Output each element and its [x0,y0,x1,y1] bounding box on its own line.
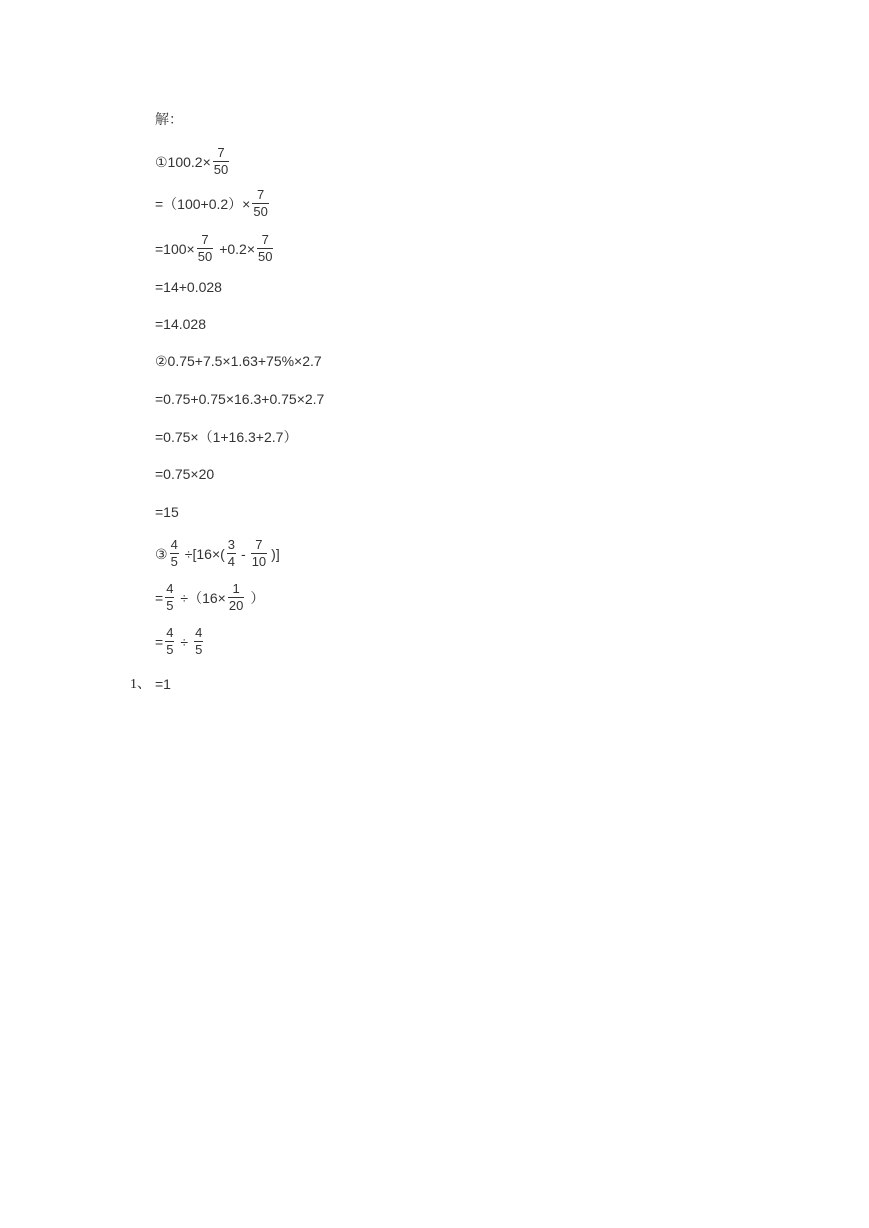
fraction [165,582,174,613]
expr-text: ①100.2× [155,153,211,170]
problem-1-expression [155,146,231,177]
numerator: 7 [261,232,269,247]
problem-1-result: =14.028 [155,316,206,332]
problem-2-result: =15 [155,504,179,520]
denominator: 50 [258,249,273,264]
expr-text: ÷ [180,633,189,650]
numerator: 1 [232,581,240,596]
denominator: 50 [253,204,268,219]
problem-2-step-2: =0.75×（1+16.3+2.7） [155,429,298,445]
problem-2-step-1: =0.75+0.75×16.3+0.75×2.7 [155,391,325,407]
problem-2-step-3: =0.75×20 [155,466,215,482]
numerator: 7 [256,187,265,202]
denominator: 20 [228,598,244,613]
denominator: 5 [195,642,203,657]
denominator: 5 [170,554,178,569]
problem-3-expression [155,538,280,569]
numerator: 7 [217,145,225,160]
fraction [197,233,213,264]
denominator: 4 [227,554,236,569]
fraction [251,538,267,569]
expr-text: ÷[16×( [184,545,225,562]
numerator: 7 [255,537,263,552]
problem-3-step-2 [155,626,205,657]
numerator: 3 [227,537,236,552]
fraction [213,146,229,177]
expr-text: = [155,633,164,650]
problem-1-step-3: =14+0.028 [155,279,222,295]
denominator: 5 [166,598,174,613]
denominator: 50 [197,249,213,264]
expr-text: +0.2× [219,240,256,257]
numerator: 4 [166,625,174,640]
expr-text: =（100+0.2）× [155,195,251,212]
problem-3-result: =1 [155,676,171,692]
numerator: 4 [166,581,174,596]
fraction [165,626,174,657]
expr-text: - [241,545,246,562]
problem-1-step-2 [155,233,275,264]
fraction [228,582,244,613]
expr-text: )] [271,545,280,562]
expr-text: =100× [155,240,195,257]
expr-text: ③ [155,545,168,562]
expr-text: = [155,589,164,606]
expr-text: ÷（16× [180,589,226,606]
fraction [252,188,268,219]
expr-text: ） [250,589,265,606]
denominator: 10 [251,554,267,569]
numerator: 7 [201,232,209,247]
fraction [227,538,236,569]
fraction [170,538,179,569]
numerator: 4 [170,537,178,552]
numerator: 4 [195,625,203,640]
denominator: 50 [213,162,229,177]
fraction [257,233,273,264]
item-number: 1、 [130,677,151,692]
denominator: 5 [166,642,174,657]
problem-3-step-1 [155,582,264,613]
fraction [194,626,203,657]
solution-heading: 解： [155,111,183,127]
problem-1-step-1 [155,188,271,219]
problem-2-expression: ②0.75+7.5×1.63+75%×2.7 [155,353,322,369]
